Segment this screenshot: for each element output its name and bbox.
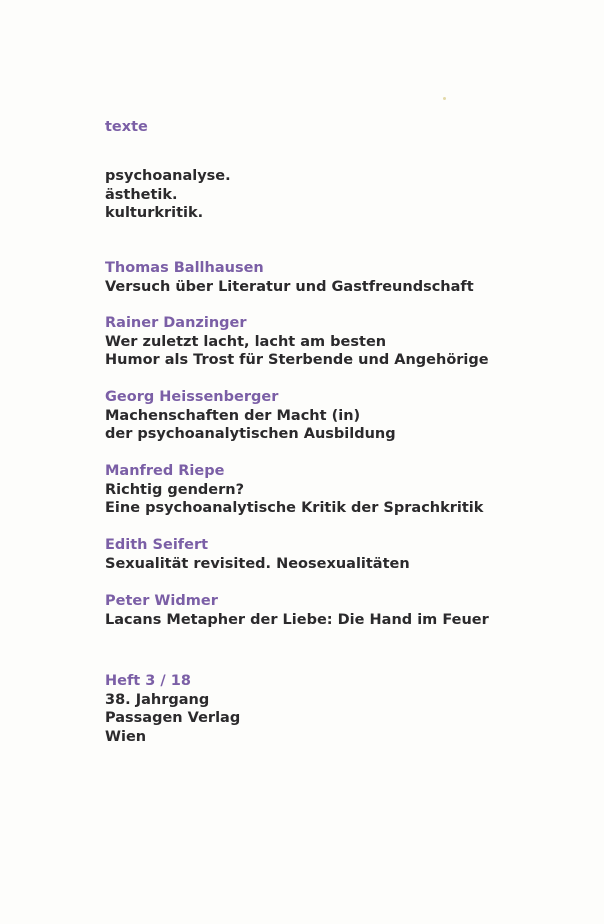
article-entry: [105, 259, 474, 296]
article-title-line: Humor als Trost für Sterbende und Angehörige: [105, 352, 489, 368]
article-author: Thomas Ballhausen: [105, 260, 264, 276]
article-author: Peter Widmer: [105, 593, 218, 609]
issue-info: [105, 672, 240, 746]
article-title-line: Sexualität revisited. Neosexualitäten: [105, 555, 410, 572]
article-entry: [105, 462, 483, 518]
article-author: Edith Seifert: [105, 537, 209, 553]
article-entry: [105, 314, 489, 370]
article-entry: [105, 388, 396, 444]
article-title-line: Wer zuletzt lacht, lacht am besten: [105, 333, 387, 350]
series-label: [105, 118, 148, 137]
article-title-line: Richtig gendern?: [105, 481, 245, 498]
series-label-text: texte: [105, 119, 148, 135]
article-title-line: Lacans Metapher der Liebe: Die Hand im Feuer: [105, 611, 489, 628]
publisher-name: Passagen Verlag: [105, 710, 241, 726]
publisher-city: Wien: [105, 728, 147, 745]
article-title-line: Eine psychoanalytische Kritik der Sprachkritik: [105, 500, 484, 516]
issue-year: 38. Jahrgang: [105, 691, 210, 708]
subtitle-line-1: psychoanalyse.: [105, 168, 231, 184]
article-author: Georg Heissenberger: [105, 389, 279, 405]
subtitle: [105, 167, 231, 223]
subtitle-line-3: kulturkritik.: [105, 205, 204, 221]
article-title-line: der psychoanalytischen Ausbildung: [105, 426, 396, 442]
paper-speck: [443, 97, 446, 100]
subtitle-line-2: ästhetik.: [105, 186, 178, 203]
article-author: Rainer Danzinger: [105, 315, 247, 331]
issue-number: Heft 3 / 18: [105, 673, 191, 689]
article-author: Manfred Riepe: [105, 463, 225, 479]
article-title-line: Machenschaften der Macht (in): [105, 407, 361, 424]
article-entry: [105, 592, 489, 629]
article-entry: [105, 536, 410, 573]
article-title-line: Versuch über Literatur und Gastfreundschaft: [105, 278, 474, 295]
